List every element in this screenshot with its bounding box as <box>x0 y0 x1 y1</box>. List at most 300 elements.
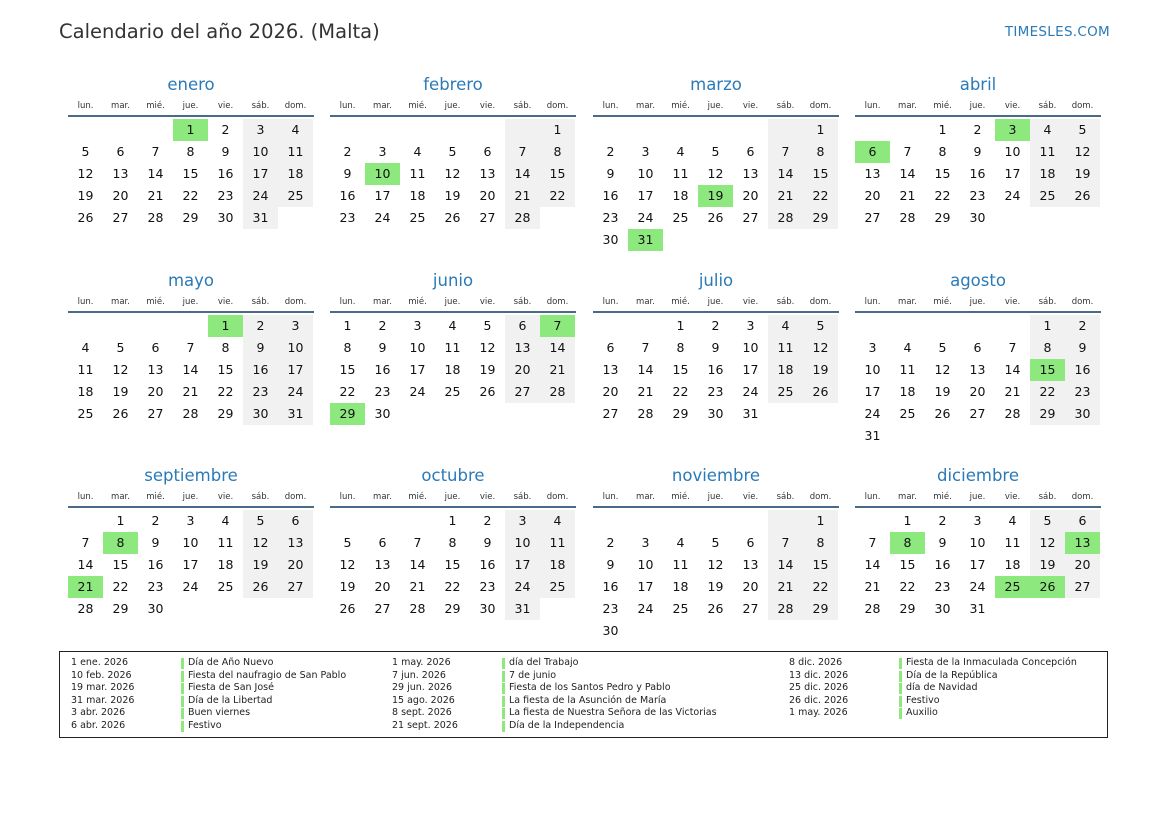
day-cell: 30 <box>707 406 724 421</box>
legend-date: 25 dic. 2026 <box>789 682 849 694</box>
weekday-label: mié. <box>146 492 165 502</box>
day-cell: 17 <box>505 554 540 576</box>
day-cell: 25 <box>672 210 689 225</box>
day-cell: 11 <box>409 166 426 181</box>
empty-day-cell <box>768 119 803 141</box>
legend-column-3 <box>789 657 1077 720</box>
weekday-label: sáb. <box>251 297 270 307</box>
day-cell: 20 <box>1065 554 1100 576</box>
day-cell: 5 <box>116 340 125 355</box>
empty-day-cell <box>540 207 575 229</box>
day-cell: 22 <box>540 185 575 207</box>
empty-day-cell <box>138 119 173 141</box>
day-cell: 16 <box>934 557 951 572</box>
day-cell: 23 <box>602 210 619 225</box>
day-cell: 18 <box>1030 163 1065 185</box>
day-cell: 28 <box>147 210 164 225</box>
day-cell: 5 <box>448 144 457 159</box>
day-cell: 15 <box>182 166 199 181</box>
empty-day-cell <box>890 119 925 141</box>
empty-day-cell <box>698 620 733 642</box>
day-cell: 7 <box>768 532 803 554</box>
empty-day-cell <box>400 510 435 532</box>
weekday-header <box>330 294 576 313</box>
empty-day-cell <box>470 119 505 141</box>
month-marzo <box>593 72 839 251</box>
day-cell: 15 <box>444 557 461 572</box>
day-cell: 29 <box>1030 403 1065 425</box>
month-septiembre <box>68 463 314 620</box>
day-cell: 25 <box>77 406 94 421</box>
weekday-header <box>855 489 1101 508</box>
day-cell: 16 <box>147 557 164 572</box>
day-grid <box>330 119 576 229</box>
day-cell: 21 <box>899 188 916 203</box>
day-cell: 27 <box>864 210 881 225</box>
day-cell: 16 <box>479 557 496 572</box>
weekday-label: jue. <box>969 101 986 111</box>
month-junio <box>330 268 576 425</box>
day-cell: 1 <box>803 119 838 141</box>
day-cell: 12 <box>707 557 724 572</box>
empty-day-cell <box>995 315 1030 337</box>
legend-date: 29 jun. 2026 <box>392 682 453 694</box>
legend-marker <box>899 658 902 669</box>
day-cell: 23 <box>934 579 951 594</box>
day-cell: 5 <box>1065 119 1100 141</box>
day-cell: 26 <box>934 406 951 421</box>
day-cell: 18 <box>768 359 803 381</box>
legend-marker <box>899 683 902 694</box>
day-cell: 18 <box>409 188 426 203</box>
day-cell: 27 <box>112 210 129 225</box>
empty-day-cell <box>698 510 733 532</box>
day-cell: 12 <box>339 557 356 572</box>
day-cell: 3 <box>413 318 422 333</box>
legend-date: 31 mar. 2026 <box>71 694 135 706</box>
empty-day-cell <box>855 119 890 141</box>
empty-day-cell <box>278 598 313 620</box>
day-cell: 29 <box>444 601 461 616</box>
empty-day-cell <box>890 315 925 337</box>
day-cell: 16 <box>217 166 234 181</box>
day-cell: 28 <box>505 207 540 229</box>
day-cell: 20 <box>147 384 164 399</box>
day-cell: 5 <box>343 535 352 550</box>
day-cell: 13 <box>278 532 313 554</box>
day-cell: 20 <box>969 384 986 399</box>
day-cell: 2 <box>606 144 615 159</box>
day-cell: 3 <box>868 340 877 355</box>
day-cell: 15 <box>339 362 356 377</box>
day-cell: 22 <box>803 185 838 207</box>
empty-day-cell <box>593 510 628 532</box>
legend-date: 1 ene. 2026 <box>71 657 128 668</box>
day-cell: 23 <box>243 381 278 403</box>
weekday-label: lun. <box>864 297 881 307</box>
holiday-day-cell: 8 <box>890 532 925 554</box>
day-cell: 30 <box>479 601 496 616</box>
day-cell: 9 <box>973 144 982 159</box>
day-cell: 23 <box>147 579 164 594</box>
day-cell: 8 <box>938 144 947 159</box>
day-cell: 31 <box>243 207 278 229</box>
holiday-day-cell: 21 <box>68 576 103 598</box>
legend-date: 13 dic. 2026 <box>789 669 849 681</box>
empty-day-cell <box>103 315 138 337</box>
weekday-label: dom. <box>546 101 569 111</box>
weekday-label: jue. <box>707 101 724 111</box>
day-cell: 27 <box>1065 576 1100 598</box>
day-cell: 25 <box>278 185 313 207</box>
weekday-label: mié. <box>671 297 690 307</box>
day-cell: 23 <box>479 579 496 594</box>
site-link[interactable]: TIMESLES.COM <box>1004 24 1110 40</box>
weekday-label: mié. <box>671 492 690 502</box>
day-cell: 16 <box>602 188 619 203</box>
day-cell: 28 <box>768 207 803 229</box>
day-cell: 19 <box>934 384 951 399</box>
day-grid <box>330 315 576 425</box>
empty-day-cell <box>505 403 540 425</box>
empty-day-cell <box>628 510 663 532</box>
weekday-label: vie. <box>479 492 496 502</box>
day-cell: 2 <box>243 315 278 337</box>
legend-holiday-name: Fiesta de San José <box>188 682 274 694</box>
day-cell: 20 <box>742 579 759 594</box>
weekday-label: mié. <box>146 297 165 307</box>
day-cell: 3 <box>243 119 278 141</box>
legend-marker <box>181 683 184 694</box>
empty-day-cell <box>400 403 435 425</box>
day-cell: 6 <box>505 315 540 337</box>
day-cell: 29 <box>672 406 689 421</box>
weekday-label: mié. <box>933 297 952 307</box>
day-cell: 23 <box>217 188 234 203</box>
day-cell: 14 <box>147 166 164 181</box>
day-cell: 24 <box>969 579 986 594</box>
weekday-label: jue. <box>182 492 199 502</box>
legend-marker <box>502 671 505 682</box>
day-cell: 8 <box>448 535 457 550</box>
legend-marker <box>502 658 505 669</box>
month-name: agosto <box>950 271 1006 290</box>
day-cell: 26 <box>803 381 838 403</box>
day-cell: 23 <box>374 384 391 399</box>
weekday-header <box>593 294 839 313</box>
day-cell: 18 <box>77 384 94 399</box>
day-cell: 29 <box>899 601 916 616</box>
day-cell: 22 <box>444 579 461 594</box>
day-cell: 16 <box>339 188 356 203</box>
day-cell: 18 <box>672 188 689 203</box>
day-cell: 29 <box>934 210 951 225</box>
day-cell: 2 <box>343 144 352 159</box>
day-cell: 9 <box>151 535 160 550</box>
legend-holiday-name: Auxilio <box>906 707 938 719</box>
empty-day-cell <box>470 403 505 425</box>
day-cell: 12 <box>707 166 724 181</box>
day-cell: 24 <box>864 406 881 421</box>
empty-day-cell <box>1065 598 1100 620</box>
weekday-label: lun. <box>77 101 94 111</box>
weekday-label: vie. <box>1004 297 1021 307</box>
day-cell: 21 <box>768 185 803 207</box>
day-cell: 24 <box>637 210 654 225</box>
day-cell: 14 <box>864 557 881 572</box>
day-cell: 22 <box>182 188 199 203</box>
day-cell: 9 <box>938 535 947 550</box>
day-grid <box>855 315 1101 447</box>
day-cell: 22 <box>1030 381 1065 403</box>
weekday-label: dom. <box>1071 297 1094 307</box>
day-cell: 27 <box>374 601 391 616</box>
day-cell: 15 <box>899 557 916 572</box>
weekday-label: sáb. <box>1038 101 1057 111</box>
weekday-label: lun. <box>77 492 94 502</box>
month-name: febrero <box>423 75 483 94</box>
day-cell: 22 <box>339 384 356 399</box>
day-cell: 12 <box>444 166 461 181</box>
day-cell: 6 <box>746 144 755 159</box>
day-cell: 12 <box>934 362 951 377</box>
day-cell: 4 <box>676 144 685 159</box>
day-cell: 26 <box>243 576 278 598</box>
day-cell: 29 <box>803 207 838 229</box>
day-cell: 22 <box>672 384 689 399</box>
day-cell: 7 <box>641 340 650 355</box>
legend-holiday-name: La fiesta de la Asunción de María <box>509 694 667 706</box>
weekday-label: mar. <box>898 101 917 111</box>
day-cell: 4 <box>676 535 685 550</box>
weekday-header <box>68 98 314 117</box>
empty-day-cell <box>960 315 995 337</box>
day-cell: 8 <box>676 340 685 355</box>
day-cell: 21 <box>409 579 426 594</box>
month-febrero <box>330 72 576 229</box>
month-mayo <box>68 268 314 425</box>
day-cell: 5 <box>483 318 492 333</box>
legend-holiday-name: Día de la República <box>906 669 998 681</box>
legend-marker <box>899 696 902 707</box>
empty-day-cell <box>365 510 400 532</box>
holiday-day-cell: 13 <box>1065 532 1100 554</box>
weekday-label: lun. <box>77 297 94 307</box>
day-cell: 2 <box>483 513 492 528</box>
day-cell: 10 <box>505 532 540 554</box>
day-cell: 17 <box>864 384 881 399</box>
weekday-header <box>68 489 314 508</box>
legend-item <box>392 695 717 708</box>
month-enero <box>68 72 314 229</box>
day-cell: 7 <box>413 535 422 550</box>
day-cell: 27 <box>479 210 496 225</box>
day-cell: 6 <box>606 340 615 355</box>
day-cell: 6 <box>378 535 387 550</box>
day-cell: 17 <box>409 362 426 377</box>
empty-day-cell <box>593 315 628 337</box>
weekday-label: mié. <box>933 101 952 111</box>
day-grid <box>593 510 839 642</box>
day-cell: 2 <box>1065 315 1100 337</box>
legend-holiday-name: Buen viernes <box>188 707 251 719</box>
day-cell: 1 <box>803 510 838 532</box>
holiday-legend <box>59 651 1108 738</box>
day-cell: 27 <box>742 210 759 225</box>
day-cell: 1 <box>676 318 685 333</box>
day-cell: 28 <box>1004 406 1021 421</box>
day-cell: 13 <box>742 166 759 181</box>
day-cell: 21 <box>182 384 199 399</box>
month-octubre <box>330 463 576 620</box>
weekday-label: vie. <box>742 492 759 502</box>
day-cell: 20 <box>742 188 759 203</box>
holiday-day-cell: 1 <box>173 119 208 141</box>
day-cell: 20 <box>112 188 129 203</box>
weekday-header <box>330 489 576 508</box>
legend-holiday-name: Día de Año Nuevo <box>188 657 274 668</box>
day-cell: 30 <box>602 232 619 247</box>
day-cell: 14 <box>409 557 426 572</box>
day-cell: 13 <box>864 166 881 181</box>
day-cell: 3 <box>973 513 982 528</box>
legend-item <box>789 695 1077 708</box>
day-cell: 28 <box>768 598 803 620</box>
legend-column-1 <box>71 657 346 733</box>
empty-day-cell <box>103 119 138 141</box>
empty-day-cell <box>1030 207 1065 229</box>
day-cell: 27 <box>505 381 540 403</box>
day-cell: 19 <box>243 554 278 576</box>
empty-day-cell <box>733 229 768 251</box>
day-grid <box>593 119 839 251</box>
day-cell: 27 <box>602 406 619 421</box>
day-cell: 23 <box>1065 381 1100 403</box>
day-cell: 25 <box>1030 185 1065 207</box>
weekday-label: dom. <box>1071 492 1094 502</box>
day-cell: 20 <box>505 359 540 381</box>
empty-day-cell <box>698 119 733 141</box>
weekday-label: mar. <box>898 297 917 307</box>
legend-holiday-name: Festivo <box>188 719 222 731</box>
day-cell: 10 <box>637 557 654 572</box>
weekday-label: mar. <box>111 492 130 502</box>
day-cell: 24 <box>742 384 759 399</box>
day-cell: 13 <box>505 337 540 359</box>
day-cell: 26 <box>112 406 129 421</box>
weekday-label: mié. <box>671 101 690 111</box>
day-cell: 11 <box>672 166 689 181</box>
weekday-label: mar. <box>373 492 392 502</box>
day-cell: 23 <box>602 601 619 616</box>
weekday-label: dom. <box>284 492 307 502</box>
day-cell: 11 <box>672 557 689 572</box>
weekday-label: sáb. <box>251 492 270 502</box>
day-cell: 3 <box>186 513 195 528</box>
day-cell: 9 <box>243 337 278 359</box>
legend-holiday-name: Día de la Libertad <box>188 694 273 706</box>
month-julio <box>593 268 839 425</box>
day-cell: 10 <box>637 166 654 181</box>
day-cell: 11 <box>768 337 803 359</box>
day-cell: 2 <box>151 513 160 528</box>
day-cell: 16 <box>374 362 391 377</box>
holiday-day-cell: 29 <box>330 403 365 425</box>
day-cell: 24 <box>243 185 278 207</box>
day-cell: 28 <box>540 381 575 403</box>
weekday-label: jue. <box>444 101 461 111</box>
day-cell: 19 <box>112 384 129 399</box>
day-cell: 14 <box>768 163 803 185</box>
holiday-day-cell: 31 <box>628 229 663 251</box>
day-cell: 4 <box>448 318 457 333</box>
empty-day-cell <box>593 119 628 141</box>
day-cell: 24 <box>1004 188 1021 203</box>
legend-date: 8 sept. 2026 <box>392 707 452 719</box>
day-grid <box>330 510 576 620</box>
day-grid <box>855 510 1101 620</box>
weekday-label: lun. <box>339 492 356 502</box>
empty-day-cell <box>330 510 365 532</box>
day-cell: 14 <box>1004 362 1021 377</box>
day-cell: 11 <box>1030 141 1065 163</box>
holiday-day-cell: 8 <box>103 532 138 554</box>
empty-day-cell <box>803 403 838 425</box>
day-cell: 16 <box>602 579 619 594</box>
month-noviembre <box>593 463 839 642</box>
day-cell: 22 <box>899 579 916 594</box>
weekday-label: vie. <box>1004 492 1021 502</box>
day-cell: 19 <box>479 362 496 377</box>
day-cell: 28 <box>409 601 426 616</box>
legend-marker <box>899 671 902 682</box>
empty-day-cell <box>925 315 960 337</box>
day-cell: 5 <box>1030 510 1065 532</box>
weekday-label: mié. <box>146 101 165 111</box>
weekday-label: mié. <box>408 492 427 502</box>
day-cell: 27 <box>147 406 164 421</box>
day-cell: 19 <box>1030 554 1065 576</box>
weekday-label: sáb. <box>251 101 270 111</box>
legend-item <box>71 670 346 683</box>
day-cell: 25 <box>899 406 916 421</box>
weekday-label: dom. <box>809 101 832 111</box>
empty-day-cell <box>540 598 575 620</box>
day-cell: 31 <box>505 598 540 620</box>
day-cell: 7 <box>505 141 540 163</box>
day-cell: 8 <box>343 340 352 355</box>
day-cell: 12 <box>1065 141 1100 163</box>
day-cell: 15 <box>217 362 234 377</box>
day-cell: 5 <box>711 144 720 159</box>
day-cell: 11 <box>278 141 313 163</box>
legend-item <box>392 682 717 695</box>
day-grid <box>68 510 314 620</box>
legend-date: 26 dic. 2026 <box>789 694 849 706</box>
empty-day-cell <box>68 119 103 141</box>
weekday-header <box>593 98 839 117</box>
day-cell: 6 <box>1065 510 1100 532</box>
empty-day-cell <box>68 315 103 337</box>
empty-day-cell <box>1030 425 1065 447</box>
holiday-day-cell: 15 <box>1030 359 1065 381</box>
empty-day-cell <box>698 229 733 251</box>
day-cell: 25 <box>540 576 575 598</box>
day-cell: 17 <box>243 163 278 185</box>
weekday-label: lun. <box>602 492 619 502</box>
day-cell: 17 <box>1004 166 1021 181</box>
day-cell: 24 <box>374 210 391 225</box>
